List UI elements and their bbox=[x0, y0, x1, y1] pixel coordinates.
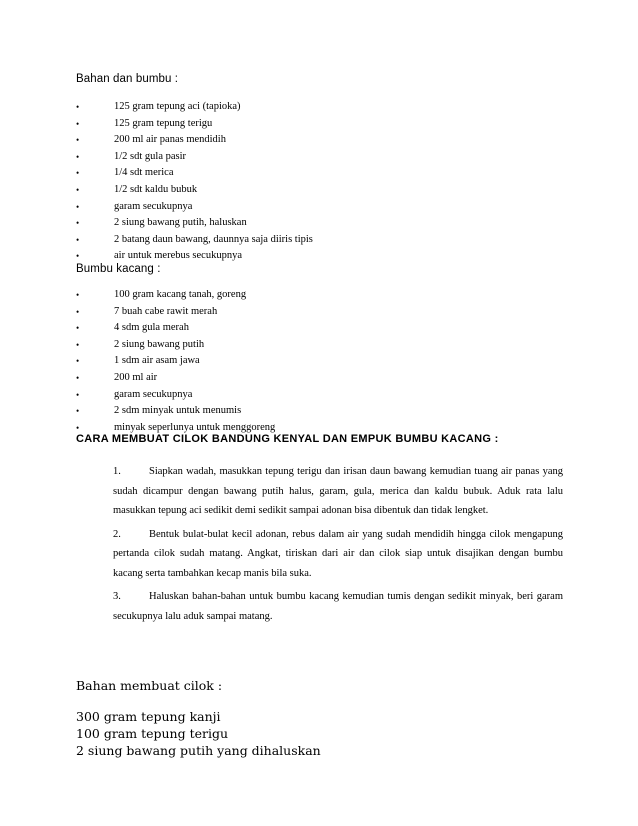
list-item: 300 gram tepung kanji bbox=[76, 709, 221, 724]
bullet-icon: • bbox=[76, 135, 80, 146]
bullet-icon: • bbox=[76, 323, 80, 334]
bullet-icon: • bbox=[76, 389, 80, 400]
bullet-icon: • bbox=[76, 218, 80, 229]
bullet-icon: • bbox=[76, 290, 80, 300]
bullet-icon: • bbox=[76, 406, 80, 417]
section-title-bahan-membuat-cilok: Bahan membuat cilok : bbox=[76, 678, 223, 693]
bullet-icon: • bbox=[76, 201, 80, 212]
bullet-icon: • bbox=[76, 422, 80, 433]
step-number: 3. bbox=[113, 591, 121, 602]
document-page: Bahan dan bumbu : • 125 gram tepung aci (tapioka) • 125 gram tepung terigu • 200 ml air panas mendidih • 1/2 sdt gula pasir • 1/4 sdt merica • 1/2 sdt kaldu bubuk • garam secukupnya • 2 siung bawang putih, haluskan • 2 batang daun bawang, daunnya saja diiris tipis • air untuk merebus secukupnya Bumbu kacang : • 100 gram kacang tanah, goreng • 7 buah cabe rawit merah • 4 sdm gula merah • 2 siung bawang putih • 1 sdm air asam jawa • 200 ml air • garam secukupnya • 2 sdm minyak untuk menumis • minyak seperlunya untuk menggoreng CARA MEMBUAT CILOK BANDUNG KENYAL DAN EMPUK BUMBU KACANG : 1. Siapkan wadah, masukkan tepung terigu dan irisan daun bawang kemudian tuang air panas yang sudah dicampur dengan bawang putih halus, garam, gula, merica dan kaldu bubuk. Aduk rata lalu masukkan tepung aci sedikit demi sedikit sampai adonan bisa dibentuk dan tidak lengket. 2. Bentuk bulat-bulat kecil adonan, rebus dalam air yang sudah mendidih hingga cilok mengapung pertanda cilok sudah matang. Angkat, tiriskan dari air dan cilok siap untuk disajikan dengan bumbu kacang serta tambahkan kecap manis bila suka. 3. Haluskan bahan-bahan untuk bumbu kacang kemudian tumis dengan sedikit minyak, beri garam secukupnya lalu aduk sampai matang. Bahan membuat cilok : 300 gram tepung kanji 100 gram tepung terigu 2 siung bawang putih yang dihaluskan bbox=[76, 73, 563, 758]
step-text: Bentuk bulat-bulat kecil adonan, rebus dalam air yang sudah mendidih hingga cilok mengapung pertanda cilok sudah matang. Angkat, tiriskan dari air dan cilok siap untuk disajikan dengan bumbu kacang serta tambahkan kecap manis bila suka. bbox=[113, 528, 563, 579]
cilok-ingredient-lines bbox=[76, 708, 321, 759]
bullet-icon: • bbox=[76, 339, 80, 350]
bullet-icon: • bbox=[76, 372, 80, 383]
list-item: 2 siung bawang putih yang dihaluskan bbox=[76, 743, 321, 758]
bullet-icon: • bbox=[76, 151, 80, 162]
step-number: 1. bbox=[113, 466, 121, 477]
step-number: 2. bbox=[113, 528, 121, 540]
bullet-icon: • bbox=[76, 102, 80, 112]
bullet-icon: • bbox=[76, 251, 80, 262]
bullet-icon: • bbox=[76, 168, 80, 179]
list-item: 100 gram tepung terigu bbox=[76, 726, 229, 741]
bullet-icon: • bbox=[76, 184, 80, 195]
step-item bbox=[113, 525, 563, 584]
bullet-icon: • bbox=[76, 356, 80, 367]
section-title-cara-membuat: CARA MEMBUAT CILOK BANDUNG KENYAL DAN EMPUK BUMBU KACANG : bbox=[76, 433, 499, 445]
bullet-icon: • bbox=[76, 306, 80, 317]
section-title-bahan-dan-bumbu: Bahan dan bumbu : bbox=[76, 73, 179, 85]
step-item bbox=[113, 462, 563, 521]
step-text: Siapkan wadah, masukkan tepung terigu dan irisan daun bawang kemudian tuang air panas yang sudah dicampur dengan bawang putih halus, garam, gula, merica dan kaldu bubuk. Aduk rata lalu masukkan tepung aci sedikit demi sedikit sampai adonan bisa dibentuk dan tidak lengket. bbox=[113, 466, 563, 516]
step-item bbox=[113, 587, 563, 626]
bullet-icon: • bbox=[76, 234, 80, 245]
instruction-steps bbox=[113, 462, 563, 630]
bullet-icon: • bbox=[76, 118, 80, 129]
step-text: Haluskan bahan-bahan untuk bumbu kacang kemudian tumis dengan sedikit minyak, beri garam secukupnya lalu aduk sampai matang. bbox=[113, 591, 563, 622]
section-title-bumbu-kacang: Bumbu kacang : bbox=[76, 263, 161, 275]
